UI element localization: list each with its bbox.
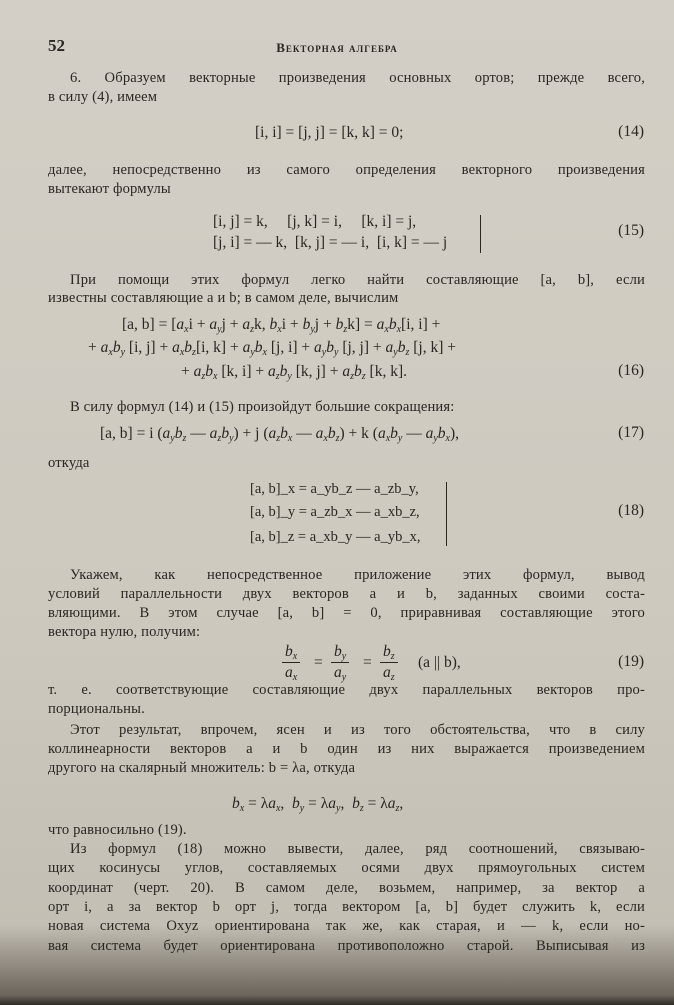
equation-number: (14): [618, 123, 644, 140]
equation-number: (17): [618, 424, 644, 441]
equals-sign: =: [363, 654, 372, 671]
numerator: $b_y$: [331, 642, 349, 663]
text-line: 6. Образуем векторные произведения основных ортов; прежде всего,: [70, 70, 645, 86]
text-line: Укажем, как непосредственное приложение этих формул, вывод: [70, 567, 645, 583]
text-line: орт i, а за вектор b орт j, тогда вектором [a, b] будет служить k, если: [48, 899, 645, 915]
formula-17: [a, b] = i ($a_yb_z$ — $a_zb_y) + j$ ($a_zb_x$ — $a_xb_z) + k$ ($a_xb_y$ — $a_yb_x$),: [100, 425, 460, 444]
text-line: известны составляющие a и b; в самом деле, вычислим: [48, 290, 399, 306]
text-line: вытекают формулы: [48, 181, 171, 197]
text-line: Этот результат, впрочем, ясен и из того обстоятельства, что в силу: [70, 722, 645, 738]
equation-number: (18): [618, 502, 644, 519]
fraction-y: [331, 642, 349, 683]
text-line: вектора нулю, получим:: [48, 624, 201, 640]
formula-18-row1: [a, b]_x = a_yb_z — a_zb_y,: [250, 481, 419, 497]
formula-19-tail: (a || b),: [418, 654, 461, 671]
text-line: коллинеарности векторов a и b один из них выражается произведением: [48, 741, 645, 757]
denominator: $a_z$: [383, 664, 395, 683]
formula-14: [i, i] = [j, j] = [k, k] = 0;: [255, 124, 404, 141]
text-line: щих косинусы углов, составляемых осями двух прямоугольных систем: [48, 860, 645, 876]
formula-16-row3: + $a_zb_x$ [k, $i] + a_zb_y$ [k, $j] + a_zb_z$ [k, k].: [181, 363, 407, 382]
text-line: При помощи этих формул легко найти составляющие [a, b], если: [70, 272, 645, 288]
text-line: откуда: [48, 455, 90, 471]
denominator: $a_x$: [285, 664, 298, 683]
text-line: т. е. соответствующие составляющие двух параллельных векторов про-: [48, 682, 645, 698]
running-title: Векторная алгебра: [276, 40, 398, 55]
text-line: условий параллельности двух векторов a и b, заданных своими соста-: [48, 586, 645, 602]
formula-16-row1: [a, $b] = [a_xi + a_yj + a_zk$, $b_xi + b_yj + b_zk] = a_xb_x[i$, i] +: [122, 316, 441, 335]
text-line: Из формул (18) можно вывести, далее, ряд соотношений, связываю-: [70, 841, 645, 857]
text-line: далее, непосредственно из самого определения векторного произведения: [48, 162, 645, 178]
text-line: координат (черт. 20). В самом деле, возьмем, например, за вектор a: [48, 880, 645, 896]
formula-18-row3: [a, b]_z = a_xb_y — a_yb_x,: [250, 529, 421, 545]
fraction-z: [380, 642, 398, 683]
text-line: порциональны.: [48, 701, 145, 717]
text-line: в силу (4), имеем: [48, 89, 158, 105]
text-line: что равносильно (19).: [48, 822, 187, 838]
equation-number: (16): [618, 362, 644, 379]
numerator: $b_x$: [282, 642, 300, 663]
formula-15-row2: [j, i] = — k, [k, j] = — i, [i, k] = — j: [213, 234, 448, 251]
numerator: $b_z$: [380, 642, 398, 663]
text-line: В силу формул (14) и (15) произойдут большие сокращения:: [70, 399, 455, 415]
formula-lambda: $b_x = \lambda a_x$, $b_y = \lambda a_y$, $b_z = \lambda a_z$,: [232, 795, 404, 814]
equals-sign: =: [314, 654, 323, 671]
text-line: вая система будет ориентирована противоположно старой. Выписывая из: [48, 938, 645, 954]
text-line: новая система Oxyz ориентирована так же, как старая, и — k, если но-: [48, 918, 645, 934]
formula-16-row2: + $a_xb_y$ [i, $j] + a_xb_z[i$, $k] + a_yb_x$ [j, $i] + a_yb_y$ [j, $j] + a_yb_z$ [j, k] +: [88, 339, 456, 358]
denominator: $a_y$: [334, 664, 347, 683]
formula-18-row2: [a, b]_y = a_zb_x — a_xb_z,: [250, 504, 420, 520]
formula-15-row1: [i, j] = k, [j, k] = i, [k, i] = j,: [213, 213, 417, 230]
brace: [480, 215, 481, 253]
page-number: 52: [48, 36, 65, 55]
fraction-x: [282, 642, 300, 683]
equation-number: (15): [618, 222, 644, 239]
brace: [446, 482, 447, 546]
text-line: другого на скалярный множитель: b = λa, откуда: [48, 760, 356, 776]
text-line: вляющими. В этом случае [a, b] = 0, приравнивая составляющие этого: [48, 605, 645, 621]
equation-number: (19): [618, 653, 644, 670]
